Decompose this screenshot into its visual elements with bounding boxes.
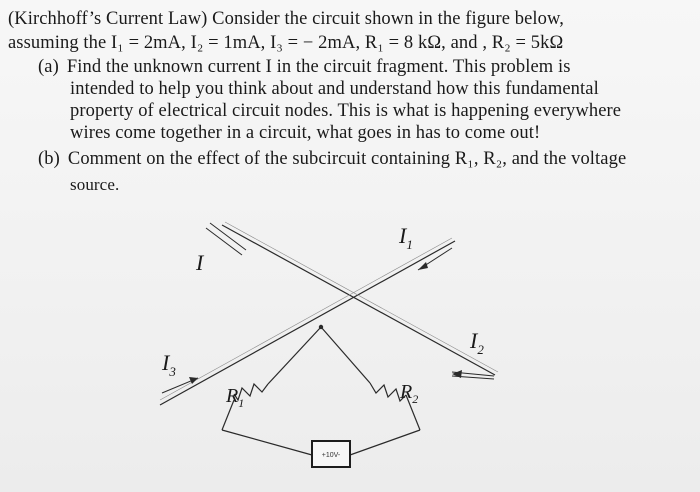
label-current-i2	[469, 328, 484, 357]
part-b-text-1: Comment on the effect of the subcircuit containing R₁, R₂, and the voltage	[67, 149, 627, 169]
label-i1-sub: 1	[406, 237, 413, 252]
part-b-label: (b)	[38, 149, 60, 169]
label-i2-sub: 2	[477, 342, 484, 357]
label-current-i1	[398, 223, 413, 252]
part-a-label: (a)	[38, 57, 59, 77]
voltage-source-label: +10V-	[321, 452, 341, 459]
label-i1-main: I	[399, 223, 407, 248]
label-r1-sub: 1	[238, 396, 245, 410]
label-current-i3	[161, 350, 176, 379]
label-r2-main: R	[400, 381, 413, 403]
label-r2-sub: 2	[412, 392, 419, 406]
arrow-i1-head	[418, 262, 428, 270]
part-a-line-4: wires come together in a circuit, what goes in has to come out!	[70, 123, 541, 143]
part-a-line-2: intended to help you think about and understand how this fundamental	[70, 79, 599, 99]
wire-shadow-2	[225, 222, 498, 372]
label-resistor-r2	[399, 381, 418, 406]
part-b-line-2: source.	[70, 175, 120, 194]
wire-shadow-1	[160, 238, 452, 400]
problem-title-line: (Kirchhoff’s Current Law) Consider the circuit shown in the figure below,	[8, 9, 564, 29]
label-i3-main: I	[162, 350, 170, 375]
problem-givens-line: assuming the I₁ = 2mA, I₂ = 1mA, I₃ = − 2mA, R₁ = 8 kΩ, and , R₂ = 5kΩ	[8, 33, 564, 53]
part-a-text-1: Find the unknown current I in the circuit fragment. This problem is	[66, 57, 571, 77]
label-r1-main: R	[226, 385, 239, 407]
wire-bottom-right	[350, 430, 420, 455]
part-a-line-3: property of electrical circuit nodes. This is what is happening everywhere	[70, 101, 622, 121]
wire-node-r2	[321, 327, 370, 383]
wire-bottom-left	[222, 430, 312, 455]
wire-i-i2	[222, 225, 495, 375]
arrow-i	[206, 228, 242, 255]
label-i2-main: I	[470, 328, 478, 353]
label-current-i: I	[196, 250, 204, 275]
arrow-i-shadow	[210, 223, 246, 250]
label-i3-sub: 3	[169, 364, 176, 379]
